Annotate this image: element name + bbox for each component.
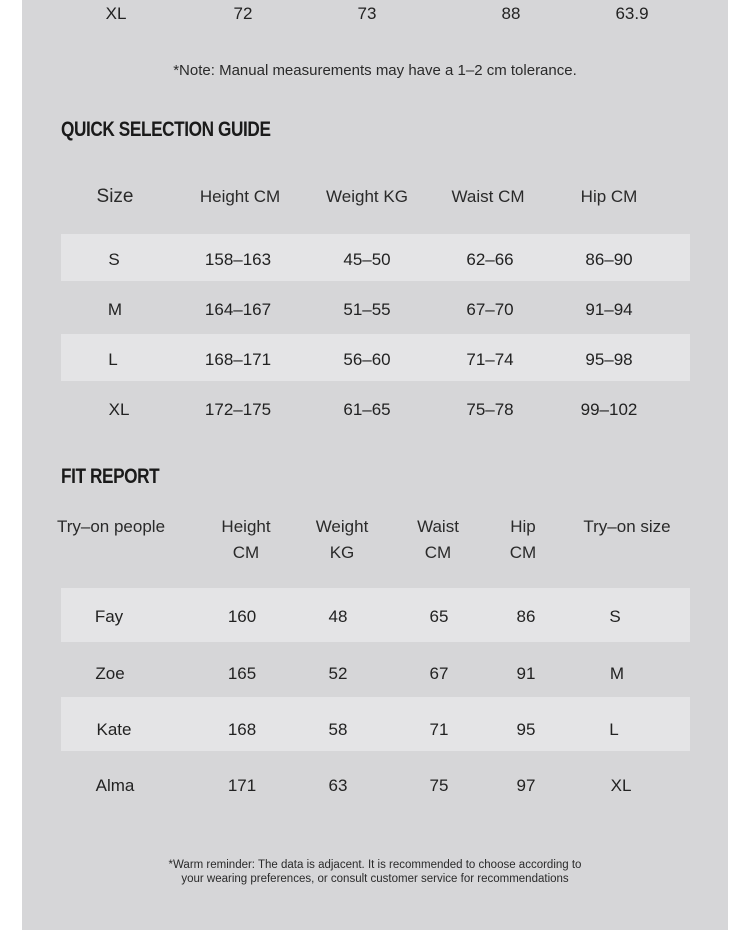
table-cell: 63 xyxy=(328,776,348,795)
header-unit: CM xyxy=(424,543,452,562)
table-cell: XL xyxy=(108,400,130,419)
table-cell: Zoe xyxy=(95,664,125,683)
warm-reminder-line: *Warm reminder: The data is adjacent. It is recommended to choose according to xyxy=(168,859,582,871)
quick-selection-guide-title: QUICK SELECTION GUIDE xyxy=(61,118,271,141)
header-waist: Waist CM xyxy=(451,187,525,206)
table-cell: L xyxy=(108,350,118,369)
table-cell: XL xyxy=(610,776,632,795)
table-cell: 91–94 xyxy=(585,300,633,319)
header-height: Height CM xyxy=(199,187,281,206)
warm-reminder-line: your wearing preferences, or consult customer service for recommendations xyxy=(181,873,569,885)
table-cell: 65 xyxy=(429,607,449,626)
table-cell: Fay xyxy=(94,607,124,626)
table-cell: 73 xyxy=(357,4,377,23)
table-cell: L xyxy=(609,720,619,739)
header-height xyxy=(221,514,270,566)
header-hip: Hip CM xyxy=(580,187,638,206)
table-cell: 71–74 xyxy=(466,350,514,369)
table-cell: 99–102 xyxy=(580,400,638,419)
header-try-on-size xyxy=(583,514,670,540)
fit-report-title: FIT REPORT xyxy=(61,465,160,488)
header-line: Hip xyxy=(510,517,536,536)
table-cell: 56–60 xyxy=(343,350,391,369)
previous-table-last-row xyxy=(0,4,750,26)
table-cell: 67 xyxy=(429,664,449,683)
table-cell: Kate xyxy=(96,720,132,739)
table-cell: 51–55 xyxy=(343,300,391,319)
table-cell: 61–65 xyxy=(343,400,391,419)
table-cell: 171 xyxy=(227,776,257,795)
table-cell: 62–66 xyxy=(466,250,514,269)
table-cell: 95–98 xyxy=(585,350,633,369)
table-cell: 91 xyxy=(516,664,536,683)
table-cell: 58 xyxy=(328,720,348,739)
table-cell: 158–163 xyxy=(204,250,272,269)
header-waist xyxy=(417,514,459,566)
table-cell: S xyxy=(609,607,621,626)
header-line: Try–on people xyxy=(56,517,166,536)
header-unit: CM xyxy=(232,543,260,562)
table-cell: 168 xyxy=(227,720,257,739)
header-unit: CM xyxy=(509,543,537,562)
row-band xyxy=(61,588,690,642)
warm-reminder xyxy=(0,858,750,886)
table-cell: 71 xyxy=(429,720,449,739)
table-cell: M xyxy=(107,300,123,319)
table-cell: 172–175 xyxy=(204,400,272,419)
row-band xyxy=(61,697,690,751)
table-cell: 48 xyxy=(328,607,348,626)
table-cell: 95 xyxy=(516,720,536,739)
tolerance-note: *Note: Manual measurements may have a 1–2 cm tolerance. xyxy=(173,62,577,79)
table-cell: 72 xyxy=(233,4,253,23)
table-cell: XL xyxy=(105,4,127,23)
header-line: Weight xyxy=(315,517,369,536)
table-cell: 75 xyxy=(429,776,449,795)
table-cell: M xyxy=(609,664,625,683)
table-cell: 86–90 xyxy=(585,250,633,269)
table-cell: 165 xyxy=(227,664,257,683)
table-cell: 75–78 xyxy=(466,400,514,419)
table-cell: 97 xyxy=(516,776,536,795)
header-line: Waist xyxy=(417,517,459,536)
header-hip xyxy=(510,514,536,566)
header-size: Size xyxy=(96,186,134,207)
table-cell: 52 xyxy=(328,664,348,683)
header-unit: KG xyxy=(329,543,355,562)
header-try-on-people xyxy=(57,514,165,540)
table-cell: 45–50 xyxy=(343,250,391,269)
header-line: Try–on size xyxy=(583,517,671,536)
table-cell: 168–171 xyxy=(204,350,272,369)
table-cell: 164–167 xyxy=(204,300,272,319)
header-weight: Weight KG xyxy=(326,187,408,206)
table-cell: 88 xyxy=(501,4,521,23)
table-cell: 86 xyxy=(516,607,536,626)
table-cell: 160 xyxy=(227,607,257,626)
header-line: Height xyxy=(221,517,271,536)
header-weight xyxy=(316,514,369,566)
table-cell: S xyxy=(108,250,120,269)
table-cell: 67–70 xyxy=(466,300,514,319)
table-cell: Alma xyxy=(95,776,135,795)
table-cell: 63.9 xyxy=(615,4,649,23)
